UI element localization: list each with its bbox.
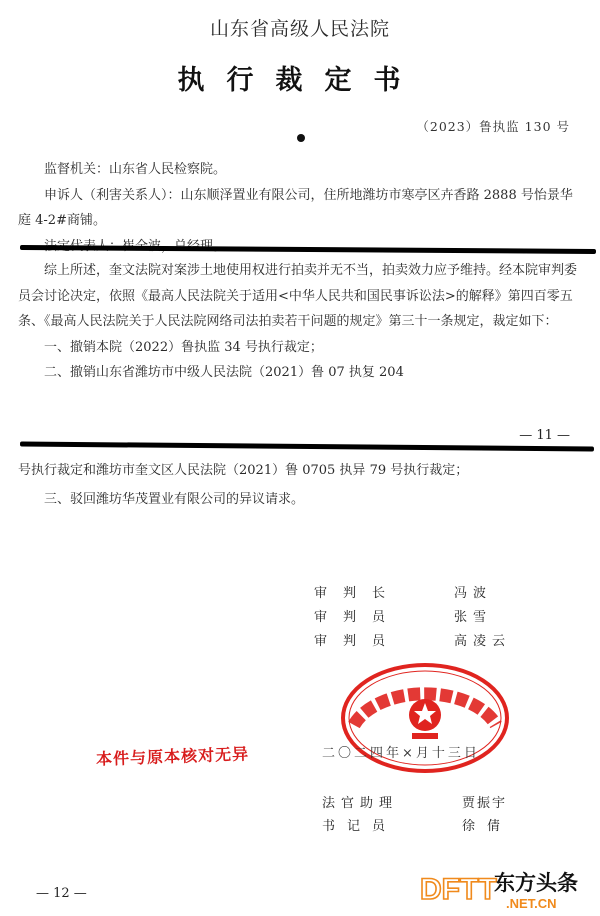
- signature-row: [314, 606, 534, 625]
- page-number-11: — 11 —: [519, 428, 570, 443]
- ruling-item-3: 三、驳回潍坊华茂置业有限公司的异议请求。: [44, 492, 305, 507]
- clerk-name: 贾振宇: [462, 796, 508, 811]
- clerk-role: 法官助理: [322, 796, 399, 811]
- signature-name: 冯波: [454, 586, 493, 601]
- signature-name: 高凌云: [454, 634, 512, 649]
- ruling-date: 二〇二四年×月十三日: [322, 746, 480, 761]
- clerk-row: [322, 815, 542, 834]
- clerk-name: 徐倩: [462, 819, 513, 834]
- page-number-12: — 12 —: [36, 886, 87, 901]
- court-name: 山东省高级人民法院: [209, 18, 390, 40]
- verification-stamp: 本件与原本核对无异: [95, 744, 250, 769]
- svg-text:东方头条: 东方头条: [494, 871, 578, 895]
- ruling-continuation: [18, 458, 588, 512]
- ruling-item-2-part-2: 号执行裁定和潍坊市奎文区人民法院（2021）鲁 0705 执异 79 号执行裁定；: [18, 463, 469, 478]
- ruling-paragraph: 综上所述，奎文法院对案涉土地使用权进行拍卖并无不当，拍卖效力应予维持。经本院审判委员会讨论决定，依照《最高人民法院关于适用<中华人民共和国民事诉讼法>的解释》第四百零五条、《最高人民法院关于人民法院网络司法拍卖若干问题的规定》第三十一条规定，裁定如下：: [18, 263, 578, 329]
- signature-role: 审判长: [314, 586, 402, 601]
- page-divider-2: [20, 441, 594, 451]
- signature-role: 审判员: [314, 634, 402, 649]
- signature-role: 审判员: [314, 610, 402, 625]
- supervisory-authority: 监督机关：山东省人民检察院。: [44, 162, 227, 177]
- ruling-block: [18, 258, 582, 386]
- ruling-item-1: 一、撤销本院（2022）鲁执监 34 号执行裁定；: [44, 339, 323, 355]
- signature-row: [314, 630, 534, 649]
- case-number: （2023）鲁执监 130 号: [416, 119, 570, 134]
- document-title: 执行裁定书: [177, 65, 423, 96]
- clerk-row: [322, 792, 542, 811]
- signature-row: [314, 582, 534, 601]
- ruling-item-2-part-1: 二、撤销山东省潍坊市中级人民法院（2021）鲁 07 执复 204: [44, 365, 404, 380]
- svg-text:DFTT: DFTT: [420, 873, 497, 906]
- signature-name: 张雪: [454, 610, 493, 625]
- parties-block: [18, 157, 582, 259]
- svg-text:.NET.CN: .NET.CN: [506, 896, 557, 911]
- appellant: 申诉人（利害关系人）：山东顺泽置业有限公司，住所地潍坊市寒亭区卉香路 2888 号怡景华庭 4-2#商铺。: [18, 187, 573, 228]
- clerk-role: 书记员: [322, 819, 398, 834]
- bullet-dot: [297, 134, 305, 142]
- dftt-watermark-logo-icon: [418, 866, 594, 912]
